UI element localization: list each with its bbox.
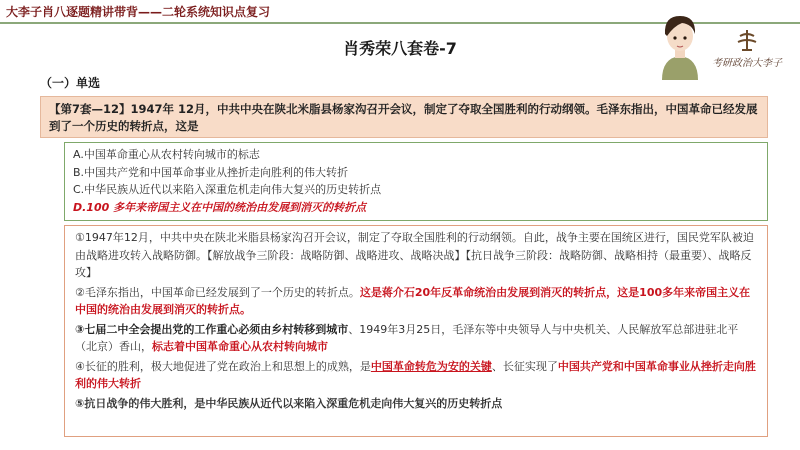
question-text: 【第7套—12】1947年 12月，中共中央在陕北米脂县杨家沟召开会议，制定了夺取全国胜利的行动纲领。毛泽东指出，中国革命已经发展到了一个历史的转折点，这是	[49, 102, 758, 133]
analysis-point-4-mid: 、长征实现了	[491, 359, 558, 373]
analysis-point-4-highlight-2: 中国共产党和中国革命事业从挫折走向胜利的伟大转折	[75, 359, 756, 390]
analysis-point-3-highlight: 标志着中国革命重心从农村转向城市	[152, 340, 328, 353]
section-heading: （一）单选	[40, 76, 101, 90]
options-box	[64, 142, 768, 221]
option-b: B.中国共产党和中国革命事业从挫折走向胜利的伟大转折	[73, 165, 349, 179]
brand-logo	[712, 28, 796, 74]
analysis-box	[64, 225, 768, 437]
brand-emblem-icon	[732, 28, 762, 54]
analysis-point-4-highlight-1: 中国革命转危为安的关键	[370, 359, 492, 373]
analysis-point-4	[75, 358, 757, 393]
analysis-point-3-body: 、1949年3月25日，毛泽东等中央领导人与中央机关、人民解放军总部进驻北平（北京）香山，	[75, 322, 739, 353]
analysis-point-1: ①1947年12月，中共中央在陕北米脂县杨家沟召开会议，制定了夺取全国胜利的行动纲领。自此，战争主要在国统区进行，国民党军队被迫由战略进攻转入战略防御。【解放战争三阶段：战略防御、战略进攻、战略决战】【抗日战争三阶段：战略防御、战略相持（最重要）、战略反攻】	[75, 231, 754, 279]
analysis-point-2	[75, 284, 757, 319]
presenter-avatar-illustration	[652, 8, 708, 80]
analysis-point-4-lead: ④长征的胜利，极大地促进了党在政治上和思想上的成熟，是	[75, 359, 371, 373]
option-c: C.中华民族从近代以来陷入深重危机走向伟大复兴的历史转折点	[73, 183, 382, 196]
page-title: 肖秀荣八套卷-7	[343, 39, 457, 58]
series-title: 大李子肖八逐题精讲带背——二轮系统知识点复习	[6, 5, 271, 19]
analysis-point-3-lead: ③七届二中全会提出党的工作重心必须由乡村转移到城市	[75, 322, 349, 336]
analysis-point-3	[75, 321, 757, 356]
analysis-point-2-lead: ②毛泽东指出，中国革命已经发展到了一个历史的转折点。	[75, 285, 360, 299]
analysis-point-5: ⑤抗日战争的伟大胜利，是中华民族从近代以来陷入深重危机走向伟大复兴的历史转折点	[75, 396, 503, 410]
brand-text: 考研政治大李子	[712, 58, 782, 69]
option-a: A.中国革命重心从农村转向城市的标志	[73, 148, 260, 161]
question-box	[40, 96, 768, 138]
option-d-correct-answer: D.100 多年来帝国主义在中国的统治由发展到消灭的转折点	[73, 200, 367, 214]
analysis-point-2-highlight: 这是蒋介石20年反革命统治由发展到消灭的转折点，这是100多年来帝国主义在中国的统治由发展到消灭的转折点。	[75, 285, 751, 316]
